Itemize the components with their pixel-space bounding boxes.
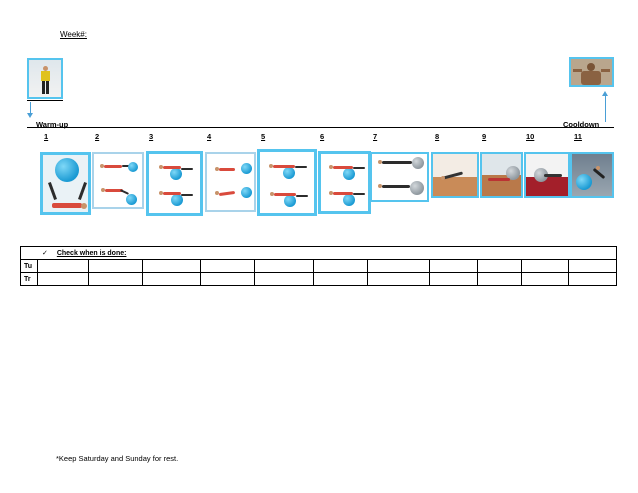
row-label: Tr: [21, 273, 38, 286]
check-cell[interactable]: [477, 273, 521, 286]
step-number-4: 4: [207, 132, 212, 141]
check-cell[interactable]: [368, 273, 430, 286]
check-cell[interactable]: [200, 260, 255, 273]
check-cell[interactable]: [200, 273, 255, 286]
warmup-photo: [27, 58, 63, 99]
down-arrowhead-icon: [27, 113, 33, 118]
check-icon: ✓: [42, 250, 48, 257]
table-row: [21, 273, 617, 286]
exercise-image-9: [480, 152, 523, 198]
step-number-1: 1: [44, 132, 49, 141]
warmup-underline: [27, 100, 63, 101]
exercise-image-3: [146, 151, 203, 216]
check-cell[interactable]: [521, 273, 568, 286]
step-number-11: 11: [574, 132, 582, 141]
check-cell[interactable]: [313, 273, 368, 286]
check-cell[interactable]: [143, 273, 201, 286]
exercise-image-2: [92, 152, 144, 209]
check-cell[interactable]: [569, 260, 617, 273]
up-arrowhead-icon: [602, 91, 608, 96]
check-cell[interactable]: [368, 260, 430, 273]
warmup-label: Warm-up: [36, 120, 69, 129]
step-number-9: 9: [482, 132, 487, 141]
exercise-image-4: [205, 152, 256, 212]
row-label: Tu: [21, 260, 38, 273]
check-cell[interactable]: [38, 260, 89, 273]
check-cell[interactable]: [143, 260, 201, 273]
check-cell[interactable]: [255, 273, 314, 286]
check-cell[interactable]: [477, 260, 521, 273]
exercise-image-5: [257, 149, 317, 216]
exercise-image-6: [318, 151, 371, 214]
exercise-image-11: [570, 152, 614, 198]
step-number-10: 10: [526, 132, 535, 141]
check-cell[interactable]: [255, 260, 314, 273]
step-number-3: 3: [149, 132, 154, 141]
step-number-6: 6: [320, 132, 325, 141]
up-arrow-icon: [605, 96, 606, 122]
step-number-7: 7: [373, 132, 378, 141]
week-label: Week#:: [60, 30, 87, 39]
check-cell[interactable]: [38, 273, 89, 286]
check-cell[interactable]: [521, 260, 568, 273]
step-number-5: 5: [261, 132, 266, 141]
check-cell[interactable]: [313, 260, 368, 273]
cooldown-photo: [569, 57, 614, 87]
table-header-row: [21, 247, 617, 260]
table-row: [21, 260, 617, 273]
cooldown-label: Cooldown: [563, 120, 600, 129]
exercise-image-8: [431, 152, 479, 198]
check-cell[interactable]: [430, 273, 477, 286]
exercise-image-10: [524, 152, 570, 198]
check-cell[interactable]: [88, 273, 143, 286]
step-number-8: 8: [435, 132, 440, 141]
footnote: *Keep Saturday and Sunday for rest.: [56, 454, 179, 463]
check-cell[interactable]: [88, 260, 143, 273]
timeline-line: [27, 127, 614, 128]
check-cell[interactable]: [430, 260, 477, 273]
step-number-2: 2: [95, 132, 100, 141]
exercise-image-1: [40, 152, 91, 215]
workout-log-table: [20, 246, 617, 286]
exercise-image-7: [370, 152, 429, 202]
check-cell[interactable]: [569, 273, 617, 286]
checklist-title: Check when is done:: [56, 250, 127, 257]
